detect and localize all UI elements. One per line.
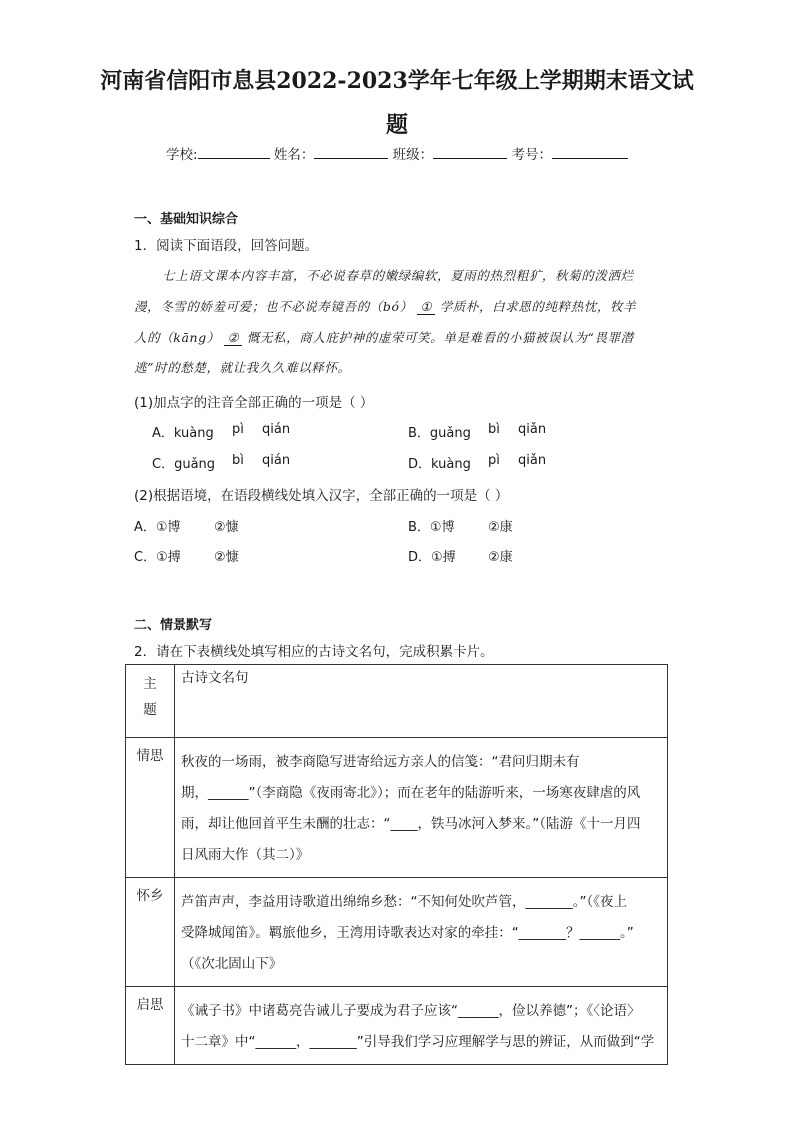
section1-heading: 一、基础知识综合 — [134, 212, 239, 227]
school-blank[interactable] — [198, 144, 270, 159]
option-part: bì — [232, 453, 244, 468]
row-line: 受降城闻笛》。羁旅他乡，王湾用诗歌表达对家的牵挂：“_______？______。” — [181, 925, 634, 941]
option-part: qián — [262, 422, 291, 437]
header-content-cell: 古诗文名句 — [175, 665, 668, 738]
option-label: A．kuàng — [152, 426, 214, 441]
table-row — [126, 878, 668, 987]
question-2: 2．请在下表横线处填写相应的古诗文名句，完成积累卡片。 — [134, 644, 494, 660]
row-theme: 情思 — [126, 738, 175, 878]
passage-blank-1[interactable]: ① — [417, 299, 435, 315]
row-theme: 启思 — [126, 987, 175, 1065]
table-row — [126, 738, 668, 878]
row-content[interactable] — [175, 738, 668, 878]
option-1c[interactable] — [152, 453, 291, 472]
option-part: bì — [488, 422, 500, 437]
header-theme-cell — [126, 665, 175, 738]
option-label: B．①博 — [408, 520, 455, 535]
row-line: 日风雨大作（其二）》 — [181, 847, 310, 863]
option-1d[interactable] — [408, 453, 547, 472]
option-part: ②慷 — [214, 550, 239, 565]
name-label: 姓名： — [273, 147, 315, 163]
option-2d[interactable] — [408, 546, 513, 565]
table-row — [126, 987, 668, 1065]
option-label: C．guǎng — [152, 457, 216, 472]
option-part: ②康 — [488, 520, 513, 535]
option-2a[interactable] — [134, 516, 239, 535]
option-2c[interactable] — [134, 546, 239, 565]
option-label: A．①博 — [134, 520, 181, 535]
option-part: ②慷 — [214, 520, 239, 535]
option-part: qiǎn — [518, 422, 547, 437]
option-part: ②康 — [488, 550, 513, 565]
passage-line-3 — [134, 328, 664, 346]
section2-heading: 二、情景默写 — [134, 618, 213, 633]
passage-text: 漫，冬雪的娇羞可爱；也不必说寿镜吾的（bó） — [134, 299, 413, 314]
number-blank[interactable] — [552, 144, 628, 159]
student-info-line — [0, 144, 794, 165]
option-label: C．①搏 — [134, 550, 181, 565]
row-line: 芦笛声声，李益用诗歌道出绵绵乡愁：“不知何处吹芦管，_______。”（《夜上 — [181, 894, 627, 910]
option-label: D．kuàng — [408, 457, 471, 472]
school-label: 学校: — [166, 147, 198, 163]
accumulation-card-table — [125, 664, 668, 1065]
option-1a[interactable] — [152, 422, 291, 441]
name-blank[interactable] — [314, 144, 388, 159]
row-line: 十二章》中“______，_______”引导我们学习应理解学与思的辨证，从而做到“学 — [181, 1034, 655, 1050]
row-line: 雨，却让他回首平生未酬的壮志：“____，铁马冰河入梦来。”（陆游《十一月四 — [181, 816, 641, 832]
passage-line-4: 逃”时的愁楚，就让我久久难以释怀。 — [134, 360, 351, 375]
passage-text: 人的（kāng） — [134, 330, 220, 345]
passage-text: 学质朴，白求恩的纯粹热忱，牧羊 — [439, 299, 637, 314]
row-theme: 怀乡 — [126, 878, 175, 987]
doc-title-line1: 河南省信阳市息县2022-2023学年七年级上学期期末语文试 — [100, 68, 694, 94]
doc-title-line2: 题 — [385, 112, 408, 138]
option-2b[interactable] — [408, 516, 513, 535]
passage-line-2 — [134, 297, 664, 315]
number-label: 考号： — [511, 147, 552, 163]
class-label: 班级： — [392, 147, 434, 163]
row-line: 秋夜的一场雨，被李商隐写进寄给远方亲人的信笺：“君问归期未有 — [181, 754, 580, 770]
option-part: qiǎn — [518, 453, 547, 468]
option-part: pì — [232, 422, 244, 437]
passage-blank-2[interactable]: ② — [224, 330, 242, 346]
header-theme-text: 题 — [143, 702, 157, 718]
row-content[interactable] — [175, 878, 668, 987]
table-header-row — [126, 665, 668, 738]
row-line: （《次北固山下》 — [181, 956, 283, 972]
subquestion-2: (2)根据语境，在语段横线处填入汉字，全部正确的一项是（ ） — [134, 488, 509, 504]
option-label: D．①搏 — [408, 550, 456, 565]
passage-text: 慨无私，商人庇护神的虚荣可笑。单是难看的小猫被误认为“畏罪潜 — [246, 330, 634, 345]
question-1: 1．阅读下面语段，回答问题。 — [134, 238, 319, 254]
class-blank[interactable] — [433, 144, 507, 159]
row-line: 期，______”（李商隐《夜雨寄北》）；而在老年的陆游听来，一场寒夜肆虐的风 — [181, 785, 641, 801]
row-line: 《诫子书》中诸葛亮告诫儿子要成为君子应该“______，俭以养德”；《〈论语〉 — [181, 1003, 641, 1019]
passage-line-1: 七上语文课本内容丰富，不必说春草的嫩绿编软，夏雨的热烈粗犷，秋菊的泼洒烂 — [162, 268, 634, 283]
header-theme-text: 主 — [143, 676, 157, 692]
row-content[interactable] — [175, 987, 668, 1065]
subquestion-1: (1)加点字的注音全部正确的一项是（ ） — [134, 395, 374, 411]
option-label: B．guǎng — [408, 426, 471, 441]
option-1b[interactable] — [408, 422, 547, 441]
option-part: pì — [488, 453, 500, 468]
option-part: qián — [262, 453, 291, 468]
